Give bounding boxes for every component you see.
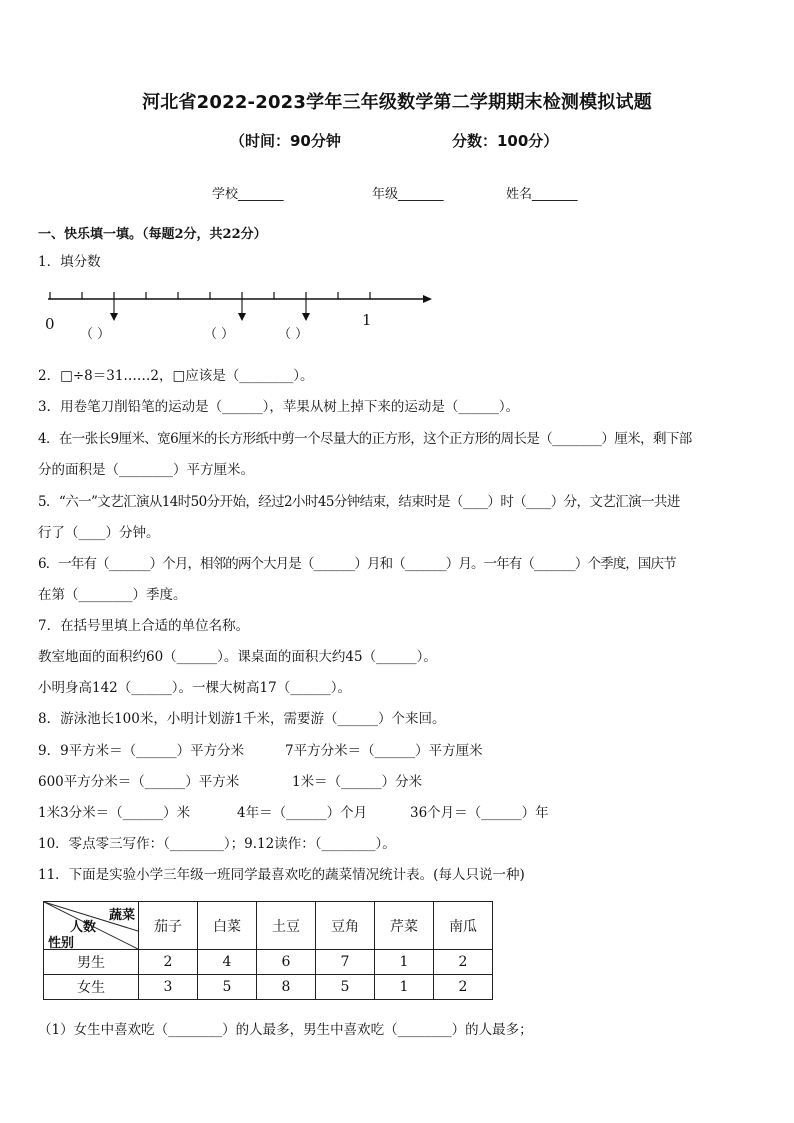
number-line: [40, 285, 440, 325]
page-title: 河北省2022-2023学年三年级数学第二学期期末检测模拟试题: [142, 92, 652, 113]
row-label: 女生: [44, 975, 139, 1000]
question-9-f: 4年＝（______）个月: [237, 805, 368, 821]
question-5: 5．“六一”文艺汇演从14时50分开始，经过2小时45分钟结束，结束时是（____）时（____）分，文艺汇演一共进: [38, 494, 680, 510]
question-9-b: 7平方分米＝（______）平方厘米: [285, 743, 483, 759]
table-cell: 3: [139, 975, 198, 1000]
answer-blank: （ ）: [80, 327, 111, 342]
question-2: 2．□÷8＝31……2，□应该是（________）。: [38, 368, 314, 384]
table-cell: 8: [257, 975, 316, 1000]
question-6-cont: 在第（________）季度。: [38, 587, 187, 603]
question-9-c: 600平方分米＝（______）平方米: [38, 774, 240, 790]
question-4: 4．在一张长9厘米、宽6厘米的长方形纸中剪一个尽量大的正方形，这个正方形的周长是（________）厘米，剩下部: [38, 431, 692, 447]
question-9-a: 9．9平方米＝（______）平方分米: [38, 743, 245, 759]
number-line-zero: 0: [45, 315, 55, 333]
question-5-cont: 行了（____）分钟。: [38, 525, 160, 541]
name-field: 姓名_______: [506, 187, 578, 202]
question-7-a: 教室地面的面积约60（______）。课桌面的面积大约45（______）。: [38, 649, 437, 665]
table-corner-cell: [44, 902, 139, 950]
question-6: 6．一年有（_______）个月，相邻的两个大月是（_______）月和（_______）月。一年有（_______）个季度，国庆节: [38, 556, 676, 572]
table-cell: 2: [139, 950, 198, 975]
column-header: 茄子: [139, 902, 198, 950]
column-header: 南瓜: [434, 902, 493, 950]
table-header-row: [44, 902, 493, 950]
exam-time: （时间：90分钟: [230, 132, 341, 150]
column-header: 芹菜: [375, 902, 434, 950]
table-cell: 7: [316, 950, 375, 975]
question-11: 11．下面是实验小学三年级一班同学最喜欢吃的蔬菜情况统计表。(每人只说一种): [38, 867, 525, 883]
question-4-cont: 分的面积是（________）平方厘米。: [38, 462, 254, 478]
question-10: 10．零点零三写作：（________）；9.12读作：（________）。: [38, 836, 396, 852]
table-cell: 1: [375, 950, 434, 975]
question-7: 7．在括号里填上合适的单位名称。: [38, 618, 250, 634]
row-label: 男生: [44, 950, 139, 975]
question-9-d: 1米＝（______）分米: [292, 774, 423, 790]
question-3: 3．用卷笔刀削铅笔的运动是（______），苹果从树上掉下来的运动是（______）。: [38, 399, 520, 415]
table-cell: 2: [434, 975, 493, 1000]
table-cell: 5: [198, 975, 257, 1000]
table-row: [44, 975, 493, 1000]
column-header: 土豆: [257, 902, 316, 950]
question-8: 8．游泳池长100米，小明计划游1千米，需要游（______）个来回。: [38, 711, 446, 727]
vegetable-stats-table: [43, 901, 493, 1000]
answer-blank: （ ）: [204, 327, 235, 342]
grade-field: 年级_______: [372, 187, 444, 202]
question-9-g: 36个月＝（______）年: [410, 805, 549, 821]
question-1: 1．填分数: [38, 254, 101, 270]
question-11-part-1: （1）女生中喜欢吃（________）的人最多，男生中喜欢吃（________）的人最多；: [38, 1022, 533, 1038]
table-cell: 5: [316, 975, 375, 1000]
answer-blank: （ ）: [278, 327, 309, 342]
table-cell: 2: [434, 950, 493, 975]
number-line-one: 1: [362, 311, 372, 329]
section-heading: 一、快乐填一填。（每题2分，共22分）: [38, 227, 267, 242]
corner-label-gender: 性别: [48, 936, 75, 951]
exam-score: 分数：100分）: [452, 132, 559, 150]
column-header: 白菜: [198, 902, 257, 950]
table-cell: 6: [257, 950, 316, 975]
table-cell: 4: [198, 950, 257, 975]
question-9-e: 1米3分米＝（______）米: [38, 805, 191, 821]
table-cell: 1: [375, 975, 434, 1000]
question-7-b: 小明身高142（______）。一棵大树高17（______）。: [38, 680, 351, 696]
corner-label-vegetable: 蔬菜: [108, 908, 135, 923]
column-header: 豆角: [316, 902, 375, 950]
table-row: [44, 950, 493, 975]
corner-label-count: 人数: [70, 920, 97, 935]
school-field: 学校_______: [212, 187, 284, 202]
